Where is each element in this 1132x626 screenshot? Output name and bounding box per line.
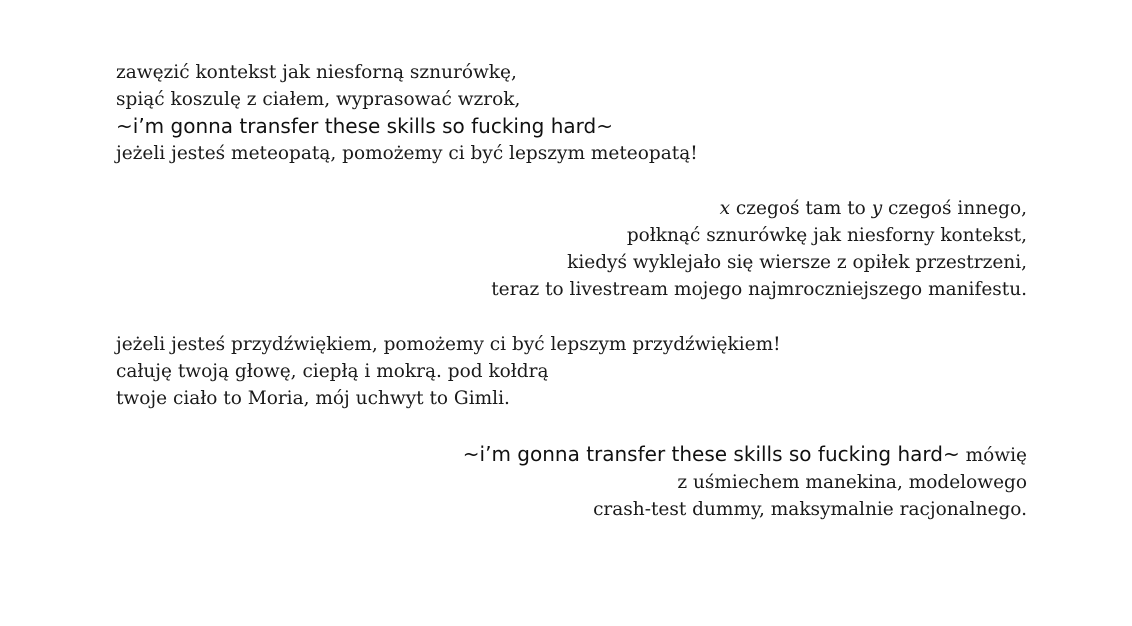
stanza-3-line-1: jeżeli jesteś przydźwiękiem, pomożemy ci być lepszym przydźwiękiem!	[116, 334, 781, 355]
stanza-4-line-1-end: mówię	[959, 445, 1027, 466]
stanza-4-line-1	[463, 441, 1027, 469]
stanza-1-line-2: spiąć koszulę z ciałem, wyprasować wzrok,	[116, 89, 521, 110]
stanza-2-line-1	[491, 195, 1027, 222]
stanza-4-line-3: crash-test dummy, maksymalnie racjonalnego.	[593, 499, 1027, 520]
stanza-2	[491, 195, 1027, 303]
stanza-3	[116, 331, 781, 412]
stanza-2-line-4: teraz to livestream mojego najmroczniejszego manifestu.	[491, 279, 1027, 300]
stanza-1-line-1: zawęzić kontekst jak niesforną sznurówkę,	[116, 62, 517, 83]
stanza-2-line-1-mid: czegoś tam to	[730, 198, 872, 219]
variable-x: x	[719, 198, 731, 219]
stanza-4	[463, 441, 1027, 523]
stanza-1-line-4: jeżeli jesteś meteopatą, pomożemy ci być lepszym meteopatą!	[116, 143, 698, 164]
stanza-1	[116, 59, 698, 167]
stanza-4-line-2: z uśmiechem manekina, modelowego	[677, 472, 1027, 493]
stanza-2-line-1-end: czegoś innego,	[882, 198, 1027, 219]
stanza-2-line-2: połknąć sznurówkę jak niesforny kontekst,	[626, 225, 1027, 246]
stanza-3-line-2: całuję twoją głowę, ciepłą i mokrą. pod kołdrą	[116, 361, 549, 382]
stanza-3-line-3: twoje ciało to Moria, mój uchwyt to Gimli.	[116, 388, 510, 409]
stanza-1-refrain: ~i’m gonna transfer these skills so fucking hard~	[116, 114, 613, 138]
stanza-4-refrain: ~i’m gonna transfer these skills so fucking hard~	[462, 442, 960, 466]
stanza-2-line-3: kiedyś wyklejało się wiersze z opiłek przestrzeni,	[567, 252, 1027, 273]
variable-y: y	[871, 198, 883, 219]
